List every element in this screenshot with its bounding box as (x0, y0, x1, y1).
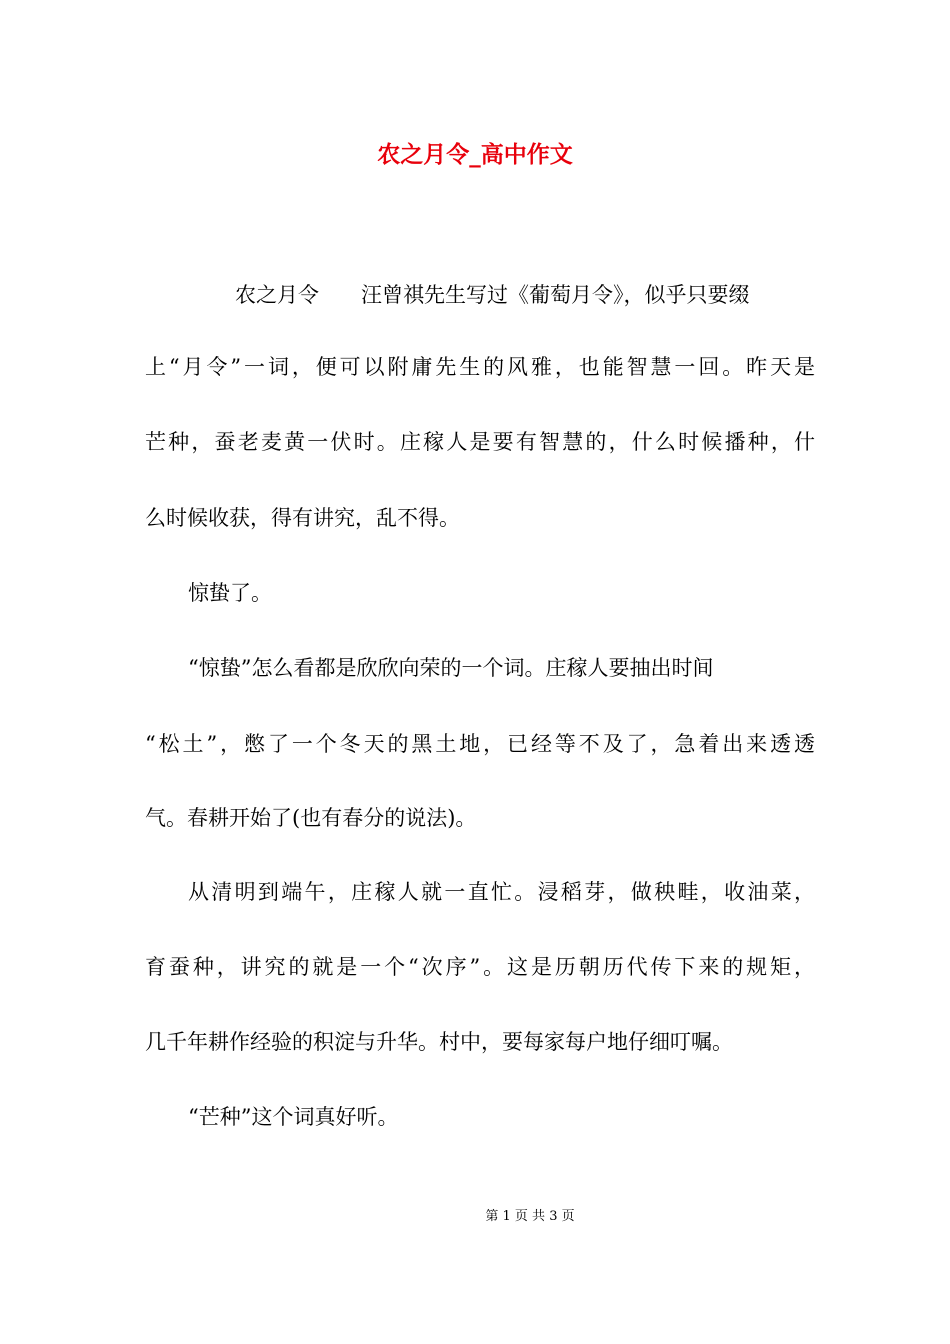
paragraph-2-line-1: 惊蛰了。 (188, 581, 272, 605)
paragraph-3-line-1: “惊蛰”怎么看都是欣欣向荣的一个词。庄稼人要抽出时间 (188, 656, 714, 680)
page-number-footer: 第 1 页 共 3 页 (485, 1209, 575, 1224)
paragraph-3-line-2: “松土”，憋了一个冬天的黑土地，已经等不及了，急着出来透透 (145, 732, 815, 756)
paragraph-1-line-2: 上“月令”一词，便可以附庸先生的风雅，也能智慧一回。昨天是 (145, 355, 815, 379)
page-title: 农之月令_高中作文 (377, 141, 573, 168)
paragraph-4-line-3: 几千年耕作经验的积淀与升华。村中，要每家每户地仔细叮嘱。 (145, 1030, 733, 1054)
paragraph-1-line-4: 么时候收获，得有讲究，乱不得。 (145, 506, 460, 530)
paragraph-1-line-3: 芒种，蚕老麦黄一伏时。庄稼人是要有智慧的，什么时候播种，什 (145, 430, 815, 454)
paragraph-1-line-1: 农之月令 汪曾祺先生写过《葡萄月令》，似乎只要缀 (235, 283, 750, 307)
paragraph-5-line-1: “芒种”这个词真好听。 (188, 1105, 399, 1129)
paragraph-3-line-3: 气。春耕开始了(也有春分的说法)。 (145, 806, 477, 830)
paragraph-4-line-2: 育蚕种，讲究的就是一个“次序”。这是历朝历代传下来的规矩， (145, 955, 815, 979)
paragraph-4-line-1: 从清明到端午，庄稼人就一直忙。浸稻芽，做秧畦，收油菜， (188, 880, 815, 904)
